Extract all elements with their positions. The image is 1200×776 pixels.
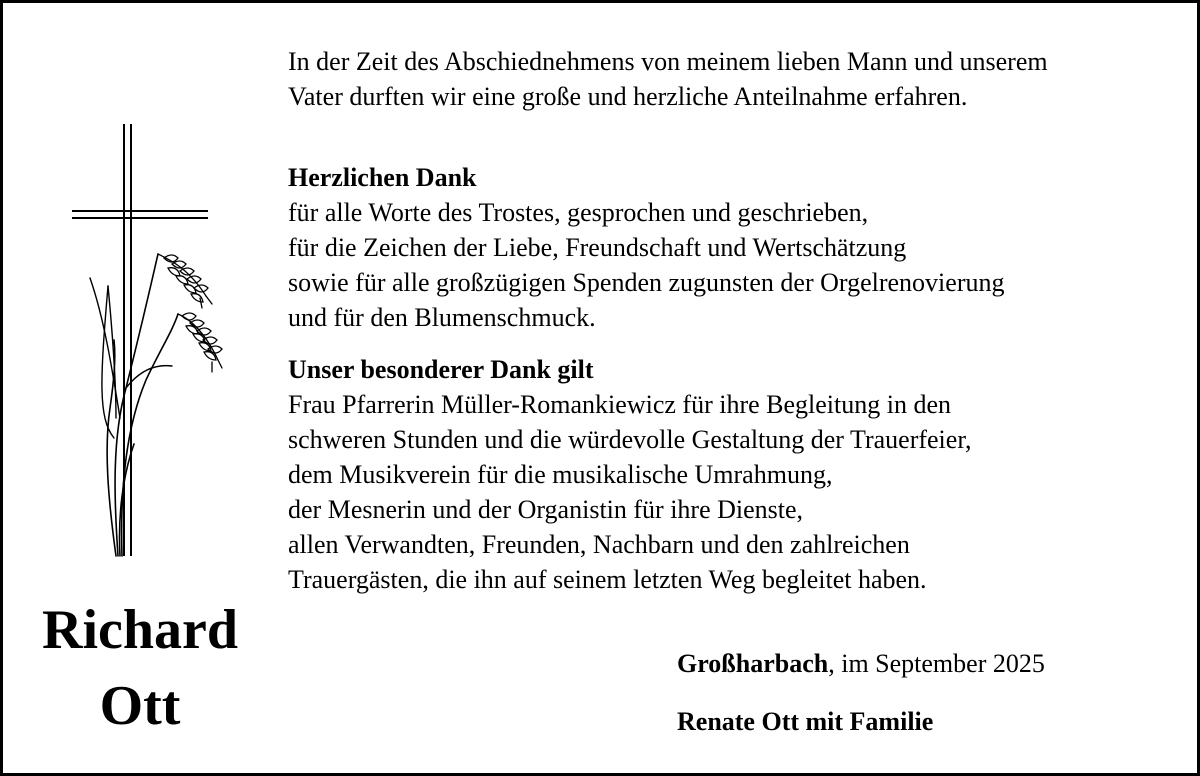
place-name: Großharbach xyxy=(677,649,829,678)
special-thanks-line: dem Musikverein für die musikalische Umrahmung, xyxy=(288,460,833,489)
general-thanks-line: für die Zeichen der Liebe, Freundschaft und Wertschätzung xyxy=(288,233,907,262)
place-and-date xyxy=(677,646,1045,681)
signature: Renate Ott mit Familie xyxy=(677,707,934,736)
intro-paragraph xyxy=(288,44,1048,114)
special-thanks-line: der Mesnerin und der Organistin für ihre Dienste, xyxy=(288,495,804,524)
general-thanks-section xyxy=(288,160,1004,335)
special-thanks-heading: Unser besonderer Dank gilt xyxy=(288,355,594,384)
intro-line: Vater durften wir eine große und herzliche Anteilnahme erfahren. xyxy=(288,82,968,111)
deceased-first-name: Richard xyxy=(42,599,238,661)
special-thanks-section xyxy=(288,352,971,597)
special-thanks-line: schweren Stunden und die würdevolle Gestaltung der Trauerfeier, xyxy=(288,425,972,454)
general-thanks-heading: Herzlichen Dank xyxy=(288,163,477,192)
special-thanks-line: Frau Pfarrerin Müller-Romankiewicz für ihre Begleitung in den xyxy=(288,390,951,419)
cross-with-wheat-icon xyxy=(60,118,230,563)
special-thanks-line: allen Verwandten, Freunden, Nachbarn und den zahlreichen xyxy=(288,530,910,559)
special-thanks-line: Trauergästen, die ihn auf seinem letzten Weg begleitet haben. xyxy=(288,565,927,594)
general-thanks-line: für alle Worte des Trostes, gesprochen und geschrieben, xyxy=(288,198,869,227)
general-thanks-line: und für den Blumenschmuck. xyxy=(288,303,596,332)
intro-line: In der Zeit des Abschiednehmens von meinem lieben Mann und unserem xyxy=(288,47,1048,76)
deceased-last-name: Ott xyxy=(99,675,181,737)
date-text: , im September 2025 xyxy=(828,649,1045,678)
general-thanks-line: sowie für alle großzügigen Spenden zugunsten der Orgelrenovierung xyxy=(288,268,1005,297)
